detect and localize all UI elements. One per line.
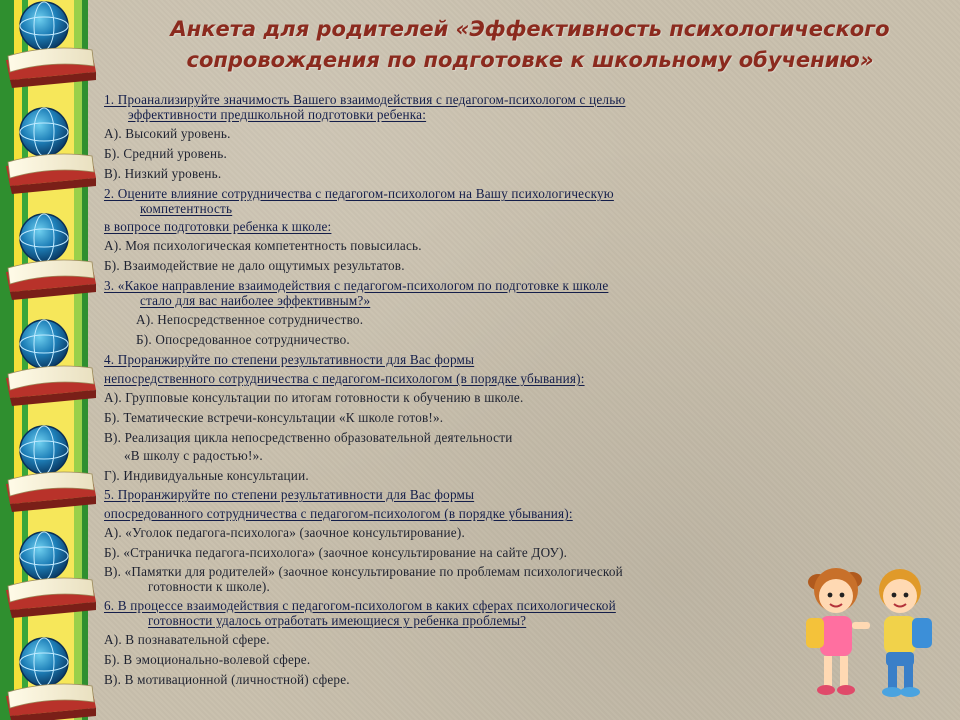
boy-figure	[879, 569, 932, 697]
title-line-1: Анкета для родителей «Эффективность психологического	[170, 17, 890, 41]
answer-option: В). В мотивационной (личностной) сфере.	[104, 672, 350, 687]
question-line: 6. В процессе взаимодействия с педагогом-психологом в каких сферах психологической	[104, 598, 616, 613]
question-line: стало для вас наиболее эффективным?»	[140, 293, 371, 308]
answer-option: А). Моя психологическая компетентность повысилась.	[104, 238, 422, 253]
answer-option: Г). Индивидуальные консультации.	[104, 468, 309, 483]
answer-option: А). Групповые консультации по итогам готовности к обучению в школе.	[104, 390, 524, 405]
question-line: 2. Оцените влияние сотрудничества с педагогом-психологом на Вашу психологическую	[104, 186, 614, 201]
question-line: компетентность	[140, 201, 233, 216]
answer-option: В). Реализация цикла непосредственно образовательной деятельности	[104, 430, 513, 445]
question-line: в вопросе подготовки ребенка к школе:	[104, 219, 332, 234]
title-line-2: сопровождения по подготовке к школьному обучению»	[186, 48, 874, 72]
answer-option: Б). В эмоционально-волевой сфере.	[104, 652, 311, 667]
answer-option: А). «Уголок педагога-психолога» (заочное консультирование).	[104, 525, 465, 540]
answer-option: Б). Средний уровень.	[104, 146, 227, 161]
question-line: 5. Проранжируйте по степени результативности для Вас формы	[104, 487, 475, 502]
answer-option: Б). Тематические встречи-консультации «К школе готов!».	[104, 410, 444, 425]
answer-option: В). Низкий уровень.	[104, 166, 222, 181]
girl-figure	[806, 568, 870, 695]
page-title	[140, 14, 920, 76]
question-line: 1. Проанализируйте значимость Вашего взаимодействия с педагогом-психологом с целью	[104, 92, 626, 107]
answer-option: А). В познавательной сфере.	[104, 632, 270, 647]
question-line: непосредственного сотрудничества с педагогом-психологом (в порядке убывания):	[104, 371, 585, 386]
answer-option: Б). «Страничка педагога-психолога» (заочное консультирование на сайте ДОУ).	[104, 545, 568, 560]
answer-option: Б). Опосредованное сотрудничество.	[136, 332, 350, 347]
question-line: эффективности предшкольной подготовки ребенка:	[128, 107, 427, 122]
question-line: опосредованного сотрудничества с педагогом-психологом (в порядке убывания):	[104, 506, 573, 521]
answer-option: В). «Памятки для родителей» (заочное консультирование по проблемам психологической	[104, 564, 623, 579]
answer-option: готовности к школе).	[148, 579, 270, 594]
school-kids-illustration	[796, 560, 946, 708]
left-decorative-border	[0, 0, 96, 720]
answer-option: Б). Взаимодействие не дало ощутимых результатов.	[104, 258, 405, 273]
question-line: 4. Проранжируйте по степени результативности для Вас формы	[104, 352, 475, 367]
question-line: готовности удалось отработать имеющиеся у ребенка проблемы?	[148, 613, 527, 628]
answer-option: А). Высокий уровень.	[104, 126, 231, 141]
question-line: 3. «Какое направление взаимодействия с педагогом-психологом по подготовке к школе	[104, 278, 609, 293]
answer-option: А). Непосредственное сотрудничество.	[136, 312, 364, 327]
answer-option: «В школу с радостью!».	[124, 448, 263, 463]
